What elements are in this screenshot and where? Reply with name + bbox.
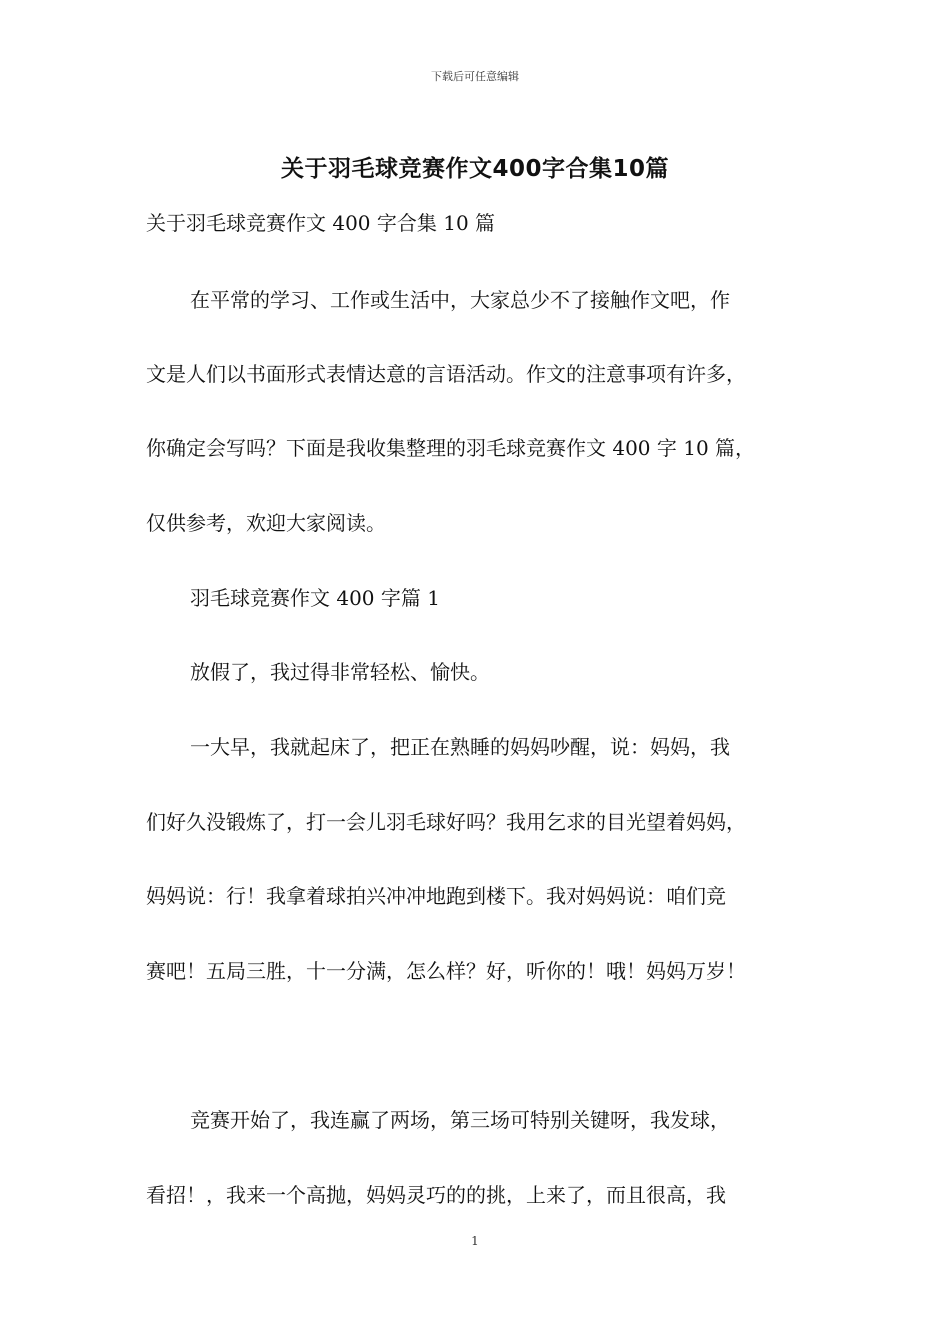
page-header-note: 下载后可任意编辑 (431, 70, 519, 83)
body-line: 赛吧！五局三胜，十一分满，怎么样？好，听你的！哦！妈妈万岁！ (146, 959, 746, 983)
body-line: 仅供参考，欢迎大家阅读。 (146, 511, 386, 535)
body-line: 看招！，我来一个高抛，妈妈灵巧的的挑，上来了，而且很高，我 (146, 1183, 726, 1207)
body-line: 你确定会写吗？下面是我收集整理的羽毛球竞赛作文 400 字 10 篇， (146, 436, 756, 460)
document-title: 关于羽毛球竞赛作文400字合集10篇 (280, 156, 670, 182)
section-heading: 羽毛球竞赛作文 400 字篇 1 (190, 586, 440, 610)
body-line: 文是人们以书面形式表情达意的言语活动。作文的注意事项有许多， (146, 362, 746, 386)
subtitle-line: 关于羽毛球竞赛作文 400 字合集 10 篇 (146, 211, 496, 235)
page-number: 1 (471, 1234, 479, 1248)
body-line: 竞赛开始了，我连赢了两场，第三场可特别关键呀，我发球， (190, 1108, 730, 1132)
body-line: 在平常的学习、工作或生活中，大家总少不了接触作文吧，作 (190, 288, 730, 312)
body-line: 一大早，我就起床了，把正在熟睡的妈妈吵醒，说：妈妈，我 (190, 735, 730, 759)
body-line: 放假了，我过得非常轻松、愉快。 (190, 660, 490, 684)
body-line: 们好久没锻炼了，打一会儿羽毛球好吗？我用乞求的目光望着妈妈， (146, 810, 746, 834)
body-line: 妈妈说：行！我拿着球拍兴冲冲地跑到楼下。我对妈妈说：咱们竞 (146, 884, 726, 908)
